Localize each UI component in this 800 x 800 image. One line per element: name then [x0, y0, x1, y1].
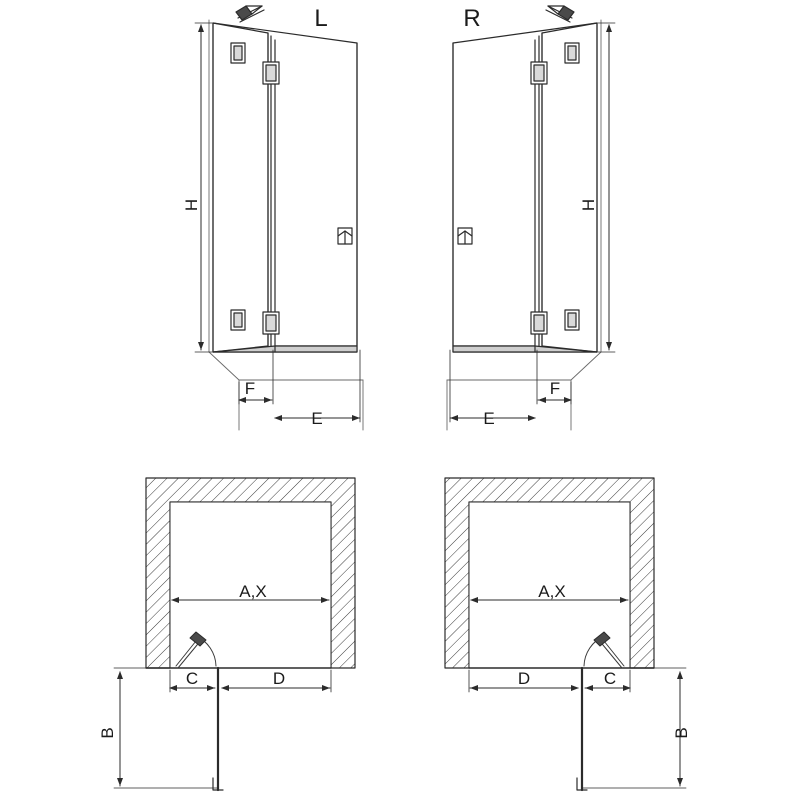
dim-overall-left: A,X [239, 582, 267, 601]
dim-depth-left: B [98, 727, 117, 739]
dim-door-plan-right: D [517, 669, 531, 688]
dim-door-right: E [483, 409, 495, 428]
dim-fixed-panel-right: F [549, 379, 561, 398]
dim-height-right: H [579, 198, 598, 212]
dim-door-plan-left: D [272, 669, 286, 688]
dim-fixed-panel-left: F [244, 379, 256, 398]
plan-left [114, 478, 355, 790]
dim-height-left: H [182, 198, 201, 212]
dim-overall-right: A,X [538, 582, 566, 601]
dim-door-left: E [311, 409, 323, 428]
elevation-left [195, 6, 363, 430]
plan-right [445, 478, 686, 790]
elevation-right [447, 6, 615, 430]
dim-fixed-left: C [185, 669, 199, 688]
variant-label-right: R [463, 5, 481, 32]
dim-fixed-right: C [603, 669, 617, 688]
variant-label-left: L [314, 5, 328, 32]
dim-depth-right: B [672, 727, 691, 739]
